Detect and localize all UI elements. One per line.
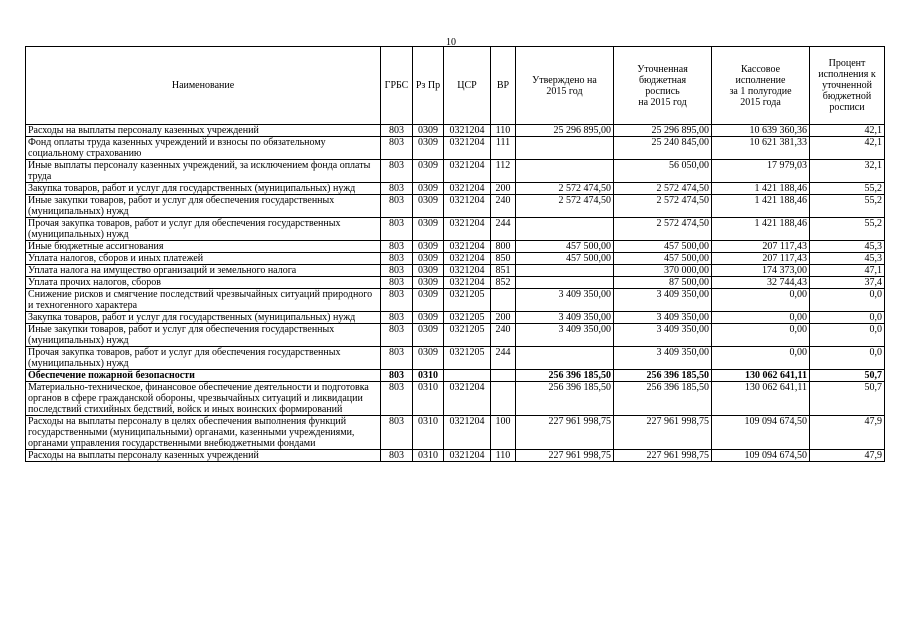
cell-vr: 111 (491, 137, 516, 160)
cell-name: Иные закупки товаров, работ и услуг для обеспечения государственных (муниципальных) нужд (26, 324, 381, 347)
cell-csr: 0321204 (444, 241, 491, 253)
cell-refined: 457 500,00 (614, 253, 712, 265)
cell-rzpr: 0309 (413, 218, 444, 241)
cell-csr: 0321204 (444, 125, 491, 137)
cell-grbs: 803 (381, 370, 413, 382)
cell-grbs: 803 (381, 289, 413, 312)
cell-csr: 0321204 (444, 195, 491, 218)
cell-cash: 10 621 381,33 (712, 137, 810, 160)
column-header-csr: ЦСР (444, 47, 491, 125)
cell-vr: 200 (491, 183, 516, 195)
cell-refined: 87 500,00 (614, 277, 712, 289)
column-header-approved: Утверждено на 2015 год (516, 47, 614, 125)
cell-refined: 457 500,00 (614, 241, 712, 253)
cell-rzpr: 0309 (413, 265, 444, 277)
cell-name: Закупка товаров, работ и услуг для государственных (муниципальных) нужд (26, 312, 381, 324)
cell-rzpr: 0309 (413, 125, 444, 137)
cell-approved: 227 961 998,75 (516, 450, 614, 462)
cell-name: Иные выплаты персоналу казенных учреждений, за исключением фонда оплаты труда (26, 160, 381, 183)
cell-grbs: 803 (381, 450, 413, 462)
cell-name: Иные бюджетные ассигнования (26, 241, 381, 253)
cell-cash: 130 062 641,11 (712, 370, 810, 382)
cell-name: Уплата прочих налогов, сборов (26, 277, 381, 289)
table-row (26, 160, 885, 183)
cell-csr: 0321204 (444, 137, 491, 160)
cell-percent: 50,7 (810, 382, 885, 416)
cell-cash: 0,00 (712, 347, 810, 370)
cell-grbs: 803 (381, 195, 413, 218)
cell-vr: 240 (491, 195, 516, 218)
cell-grbs: 803 (381, 218, 413, 241)
cell-percent: 42,1 (810, 125, 885, 137)
cell-cash: 0,00 (712, 312, 810, 324)
cell-refined: 25 296 895,00 (614, 125, 712, 137)
cell-rzpr: 0310 (413, 370, 444, 382)
table-row (26, 450, 885, 462)
cell-csr: 0321204 (444, 183, 491, 195)
cell-vr: 240 (491, 324, 516, 347)
cell-vr: 110 (491, 125, 516, 137)
cell-refined: 3 409 350,00 (614, 289, 712, 312)
cell-vr: 851 (491, 265, 516, 277)
cell-grbs: 803 (381, 382, 413, 416)
cell-grbs: 803 (381, 183, 413, 195)
table-row (26, 265, 885, 277)
cell-percent: 55,2 (810, 195, 885, 218)
column-header-grbs: ГРБС (381, 47, 413, 125)
cell-rzpr: 0310 (413, 450, 444, 462)
cell-cash: 0,00 (712, 324, 810, 347)
cell-rzpr: 0309 (413, 277, 444, 289)
cell-refined: 370 000,00 (614, 265, 712, 277)
cell-name: Фонд оплаты труда казенных учреждений и взносы по обязательному социальному страхованию (26, 137, 381, 160)
cell-refined: 2 572 474,50 (614, 195, 712, 218)
cell-approved: 3 409 350,00 (516, 289, 614, 312)
cell-approved: 256 396 185,50 (516, 382, 614, 416)
cell-name: Уплата налогов, сборов и иных платежей (26, 253, 381, 265)
cell-name: Расходы на выплаты персоналу казенных учреждений (26, 450, 381, 462)
cell-name: Уплата налога на имущество организаций и земельного налога (26, 265, 381, 277)
cell-refined: 2 572 474,50 (614, 218, 712, 241)
column-header-percent: Процент исполнения к уточненной бюджетной росписи (810, 47, 885, 125)
cell-grbs: 803 (381, 277, 413, 289)
cell-rzpr: 0309 (413, 347, 444, 370)
cell-percent: 45,3 (810, 241, 885, 253)
cell-grbs: 803 (381, 416, 413, 450)
table-row (26, 382, 885, 416)
cell-grbs: 803 (381, 265, 413, 277)
cell-grbs: 803 (381, 137, 413, 160)
cell-grbs: 803 (381, 241, 413, 253)
cell-csr: 0321205 (444, 347, 491, 370)
cell-cash: 1 421 188,46 (712, 183, 810, 195)
table-body (26, 125, 885, 462)
cell-percent: 42,1 (810, 137, 885, 160)
cell-csr: 0321204 (444, 277, 491, 289)
cell-approved (516, 347, 614, 370)
cell-cash: 174 373,00 (712, 265, 810, 277)
cell-name: Расходы на выплаты персоналу в целях обеспечения выполнения функций государственными (муниципальными) органами, казенными учреждениями, органами управления государственными внебюджетными фондами (26, 416, 381, 450)
cell-percent: 0,0 (810, 324, 885, 347)
table-row (26, 277, 885, 289)
cell-cash: 207 117,43 (712, 253, 810, 265)
table-row (26, 253, 885, 265)
cell-vr (491, 382, 516, 416)
table-row (26, 195, 885, 218)
cell-refined: 256 396 185,50 (614, 370, 712, 382)
cell-rzpr: 0309 (413, 241, 444, 253)
cell-approved: 457 500,00 (516, 253, 614, 265)
cell-rzpr: 0309 (413, 160, 444, 183)
cell-approved (516, 265, 614, 277)
cell-name: Материально-техническое, финансовое обеспечение деятельности и подготовка органов в сфере гражданской обороны, чрезвычайных ситуаций и ликвидации последствий стихийных бедствий, войск и иных воинских формирований (26, 382, 381, 416)
table-row (26, 241, 885, 253)
cell-rzpr: 0310 (413, 382, 444, 416)
cell-vr: 112 (491, 160, 516, 183)
table-row (26, 370, 885, 382)
cell-approved: 25 296 895,00 (516, 125, 614, 137)
cell-percent: 37,4 (810, 277, 885, 289)
cell-approved (516, 137, 614, 160)
cell-rzpr: 0309 (413, 253, 444, 265)
cell-cash: 32 744,43 (712, 277, 810, 289)
cell-cash: 109 094 674,50 (712, 450, 810, 462)
cell-approved: 457 500,00 (516, 241, 614, 253)
cell-cash: 207 117,43 (712, 241, 810, 253)
cell-rzpr: 0309 (413, 195, 444, 218)
cell-grbs: 803 (381, 253, 413, 265)
cell-name: Расходы на выплаты персоналу казенных учреждений (26, 125, 381, 137)
cell-approved (516, 277, 614, 289)
cell-percent: 45,3 (810, 253, 885, 265)
table-row (26, 416, 885, 450)
cell-vr: 800 (491, 241, 516, 253)
cell-vr: 852 (491, 277, 516, 289)
cell-name: Снижение рисков и смягчение последствий чрезвычайных ситуаций природного и техногенного характера (26, 289, 381, 312)
cell-percent: 0,0 (810, 347, 885, 370)
column-header-vr: ВР (491, 47, 516, 125)
cell-cash: 130 062 641,11 (712, 382, 810, 416)
cell-csr: 0321204 (444, 160, 491, 183)
cell-grbs: 803 (381, 312, 413, 324)
cell-approved (516, 218, 614, 241)
cell-cash: 17 979,03 (712, 160, 810, 183)
cell-vr: 100 (491, 416, 516, 450)
cell-cash: 0,00 (712, 289, 810, 312)
cell-percent: 47,9 (810, 450, 885, 462)
cell-grbs: 803 (381, 324, 413, 347)
cell-csr: 0321204 (444, 265, 491, 277)
column-header-rzpr: Рз Пр (413, 47, 444, 125)
cell-percent: 47,9 (810, 416, 885, 450)
cell-csr (444, 370, 491, 382)
cell-vr: 200 (491, 312, 516, 324)
cell-cash: 10 639 360,36 (712, 125, 810, 137)
cell-approved: 3 409 350,00 (516, 312, 614, 324)
column-header-refined: Уточненная бюджетная роспись на 2015 год (614, 47, 712, 125)
cell-rzpr: 0309 (413, 137, 444, 160)
cell-rzpr: 0310 (413, 416, 444, 450)
cell-refined: 227 961 998,75 (614, 450, 712, 462)
cell-name: Обеспечение пожарной безопасности (26, 370, 381, 382)
cell-cash: 109 094 674,50 (712, 416, 810, 450)
cell-approved: 2 572 474,50 (516, 195, 614, 218)
table-row (26, 312, 885, 324)
page-number: 10 (446, 37, 456, 48)
cell-refined: 25 240 845,00 (614, 137, 712, 160)
column-header-name: Наименование (26, 47, 381, 125)
cell-rzpr: 0309 (413, 183, 444, 195)
cell-name: Прочая закупка товаров, работ и услуг для обеспечения государственных (муниципальных) нужд (26, 347, 381, 370)
cell-name: Закупка товаров, работ и услуг для государственных (муниципальных) нужд (26, 183, 381, 195)
cell-grbs: 803 (381, 347, 413, 370)
cell-rzpr: 0309 (413, 289, 444, 312)
cell-csr: 0321205 (444, 324, 491, 347)
cell-refined: 2 572 474,50 (614, 183, 712, 195)
table-header-row (26, 47, 885, 125)
cell-refined: 3 409 350,00 (614, 347, 712, 370)
cell-vr (491, 289, 516, 312)
cell-vr: 244 (491, 218, 516, 241)
cell-percent: 0,0 (810, 312, 885, 324)
cell-cash: 1 421 188,46 (712, 195, 810, 218)
cell-vr (491, 370, 516, 382)
cell-refined: 3 409 350,00 (614, 312, 712, 324)
column-header-cash: Кассовое исполнение за 1 полугодие 2015 года (712, 47, 810, 125)
cell-csr: 0321204 (444, 218, 491, 241)
cell-rzpr: 0309 (413, 324, 444, 347)
budget-execution-table (25, 46, 885, 462)
cell-csr: 0321204 (444, 382, 491, 416)
cell-refined: 3 409 350,00 (614, 324, 712, 347)
cell-percent: 32,1 (810, 160, 885, 183)
cell-percent: 47,1 (810, 265, 885, 277)
cell-grbs: 803 (381, 160, 413, 183)
cell-rzpr: 0309 (413, 312, 444, 324)
cell-percent: 55,2 (810, 183, 885, 195)
cell-vr: 850 (491, 253, 516, 265)
table-row (26, 218, 885, 241)
cell-approved (516, 160, 614, 183)
cell-csr: 0321205 (444, 312, 491, 324)
cell-refined: 256 396 185,50 (614, 382, 712, 416)
cell-grbs: 803 (381, 125, 413, 137)
table-row (26, 183, 885, 195)
cell-approved: 2 572 474,50 (516, 183, 614, 195)
cell-refined: 56 050,00 (614, 160, 712, 183)
cell-csr: 0321204 (444, 253, 491, 265)
table-row (26, 125, 885, 137)
cell-vr: 244 (491, 347, 516, 370)
table-row (26, 324, 885, 347)
cell-percent: 55,2 (810, 218, 885, 241)
cell-name: Иные закупки товаров, работ и услуг для обеспечения государственных (муниципальных) нужд (26, 195, 381, 218)
cell-percent: 50,7 (810, 370, 885, 382)
cell-csr: 0321204 (444, 450, 491, 462)
cell-csr: 0321205 (444, 289, 491, 312)
table-row (26, 347, 885, 370)
cell-cash: 1 421 188,46 (712, 218, 810, 241)
cell-name: Прочая закупка товаров, работ и услуг для обеспечения государственных (муниципальных) нужд (26, 218, 381, 241)
cell-approved: 227 961 998,75 (516, 416, 614, 450)
table-row (26, 137, 885, 160)
cell-approved: 3 409 350,00 (516, 324, 614, 347)
cell-percent: 0,0 (810, 289, 885, 312)
table-row (26, 289, 885, 312)
cell-csr: 0321204 (444, 416, 491, 450)
cell-approved: 256 396 185,50 (516, 370, 614, 382)
cell-refined: 227 961 998,75 (614, 416, 712, 450)
cell-vr: 110 (491, 450, 516, 462)
